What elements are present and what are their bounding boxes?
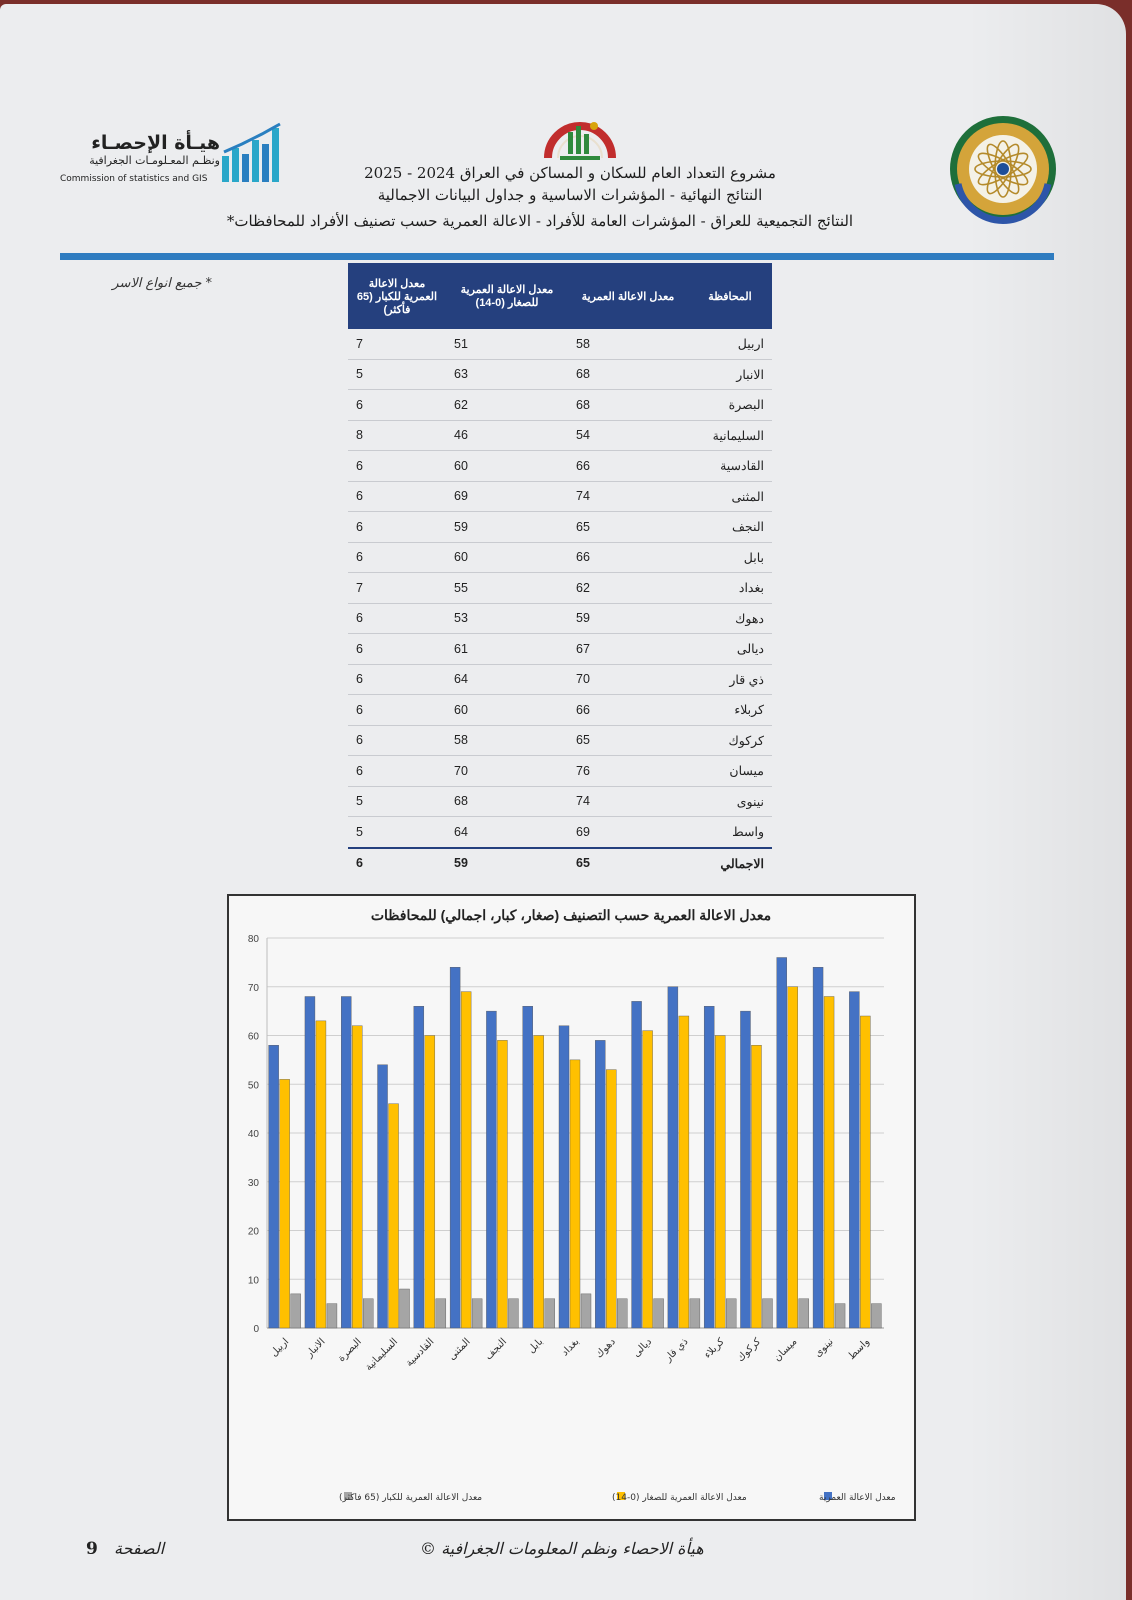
cell-young-ratio: 59 — [446, 848, 568, 879]
bar-old — [508, 1299, 518, 1328]
cell-young-ratio: 68 — [446, 786, 568, 817]
x-tick-label: ميسان — [772, 1336, 800, 1364]
header-subtitle: النتائج النهائية - المؤشرات الاساسية و جداول البيانات الاجمالية — [377, 186, 763, 204]
y-tick-label: 10 — [247, 1275, 259, 1287]
cell-young-ratio: 64 — [446, 664, 568, 695]
y-tick-label: 80 — [247, 934, 259, 945]
x-tick-label: نينوى — [812, 1336, 836, 1360]
bar-total — [305, 997, 315, 1329]
bar-total — [486, 1011, 496, 1328]
cell-total-ratio: 54 — [568, 420, 688, 451]
table-row — [348, 390, 772, 421]
bar-old — [726, 1299, 736, 1328]
commission-subtitle-ar: ونظـم المعـلومـات الجغرافية — [89, 154, 220, 167]
cell-young-ratio: 60 — [446, 451, 568, 482]
footer-page-number: 9 — [86, 1539, 98, 1559]
cell-old-ratio: 6 — [348, 725, 446, 756]
cell-young-ratio: 53 — [446, 603, 568, 634]
cell-young-ratio: 55 — [446, 573, 568, 604]
cell-old-ratio: 5 — [348, 786, 446, 817]
cell-young-ratio: 69 — [446, 481, 568, 512]
table-row — [348, 664, 772, 695]
cell-old-ratio: 6 — [348, 481, 446, 512]
y-tick-label: 0 — [253, 1324, 259, 1335]
y-tick-label: 50 — [247, 1080, 259, 1092]
cell-young-ratio: 59 — [446, 512, 568, 543]
y-tick-label: 20 — [247, 1226, 259, 1238]
cell-old-ratio: 7 — [348, 329, 446, 359]
cell-governorate: كربلاء — [688, 695, 772, 726]
bar-young — [860, 1016, 870, 1328]
table-row — [348, 573, 772, 604]
cell-old-ratio: 6 — [348, 512, 446, 543]
cell-old-ratio: 6 — [348, 848, 446, 879]
cell-old-ratio: 5 — [348, 817, 446, 848]
cell-governorate: واسط — [688, 817, 772, 848]
bar-old — [436, 1299, 446, 1328]
y-tick-label: 70 — [247, 982, 259, 994]
bar-old — [291, 1294, 301, 1328]
cell-total-ratio: 58 — [568, 329, 688, 359]
cell-total-ratio: 59 — [568, 603, 688, 634]
cell-governorate: بابل — [688, 542, 772, 573]
cell-total-ratio: 74 — [568, 481, 688, 512]
bar-total — [704, 1006, 714, 1328]
x-tick-label: ديالى — [631, 1336, 655, 1360]
cell-governorate: البصرة — [688, 390, 772, 421]
footer-copyright: هيأة الاحصاء ونظم المعلومات الجغرافية © — [420, 1539, 704, 1558]
cell-total-ratio: 62 — [568, 573, 688, 604]
bar-young — [280, 1079, 290, 1328]
cell-old-ratio: 6 — [348, 695, 446, 726]
cell-old-ratio: 6 — [348, 756, 446, 787]
ministry-seal-icon — [948, 114, 1058, 224]
header-section-title: النتائج التجميعية للعراق - المؤشرات العامة للأفراد - الاعالة العمرية حسب تصنيف الأفراد للمحافظات* — [226, 212, 854, 230]
commission-name-en: Commission of statistics and GIS — [60, 174, 208, 184]
x-tick-label: القادسية — [403, 1336, 437, 1369]
legend-label: معدل الاعالة العمرية للكبار (65 فاكثر) — [339, 1493, 483, 1503]
y-tick-label: 60 — [247, 1031, 259, 1043]
table-row — [348, 756, 772, 787]
cell-total-ratio: 69 — [568, 817, 688, 848]
cell-old-ratio: 6 — [348, 664, 446, 695]
cell-young-ratio: 64 — [446, 817, 568, 848]
commission-logo — [60, 122, 300, 192]
bar-total — [740, 1011, 750, 1328]
cell-total-ratio: 65 — [568, 848, 688, 879]
bar-total — [813, 967, 823, 1328]
bar-old — [654, 1299, 664, 1328]
cell-old-ratio: 6 — [348, 603, 446, 634]
x-tick-label: كركوك — [735, 1336, 764, 1365]
x-tick-label: ذي قار — [662, 1336, 691, 1365]
bar-old — [363, 1299, 373, 1328]
cell-old-ratio: 7 — [348, 573, 446, 604]
bar-young — [497, 1040, 507, 1328]
bar-young — [425, 1036, 435, 1329]
table-row — [348, 817, 772, 848]
cell-governorate: ذي قار — [688, 664, 772, 695]
bar-total — [559, 1026, 569, 1328]
cell-total-ratio: 70 — [568, 664, 688, 695]
table-row — [348, 725, 772, 756]
cell-governorate: الانبار — [688, 359, 772, 390]
bar-old — [545, 1299, 555, 1328]
bar-total — [450, 967, 460, 1328]
cell-total-ratio: 76 — [568, 756, 688, 787]
bar-total — [632, 1001, 642, 1328]
cell-old-ratio: 5 — [348, 359, 446, 390]
cell-young-ratio: 70 — [446, 756, 568, 787]
x-tick-label: واسط — [846, 1336, 872, 1363]
bar-young — [316, 1021, 326, 1328]
bar-old — [690, 1299, 700, 1328]
cell-governorate: ديالى — [688, 634, 772, 665]
dependency-chart — [229, 896, 914, 1519]
y-tick-label: 30 — [247, 1177, 259, 1189]
bar-total — [378, 1065, 388, 1328]
census-logo-icon — [538, 104, 622, 162]
table-row — [348, 542, 772, 573]
table-header-row — [348, 263, 772, 329]
cell-governorate: الاجمالي — [688, 848, 772, 879]
cell-total-ratio: 66 — [568, 451, 688, 482]
header-title: مشروع التعداد العام للسكان و المساكن في العراق 2024 - 2025 — [364, 164, 776, 182]
document-page — [0, 4, 1126, 1600]
cell-total-ratio: 66 — [568, 542, 688, 573]
table-row — [348, 695, 772, 726]
cell-total-ratio: 74 — [568, 786, 688, 817]
chart-title: معدل الاعالة العمرية حسب التصنيف (صغار، كبار، اجمالي) للمحافظات — [370, 907, 772, 923]
legend-label: معدل الاعالة العمرية — [819, 1493, 896, 1503]
bar-total — [341, 997, 351, 1329]
cell-governorate: المثنى — [688, 481, 772, 512]
chart-container — [227, 894, 916, 1521]
cell-young-ratio: 60 — [446, 542, 568, 573]
cell-young-ratio: 51 — [446, 329, 568, 359]
bar-old — [871, 1304, 881, 1328]
header-total-ratio: معدل الاعالة العمرية — [568, 263, 688, 329]
cell-total-ratio: 68 — [568, 390, 688, 421]
bar-old — [400, 1289, 410, 1328]
bar-total — [849, 992, 859, 1328]
bar-young — [534, 1036, 544, 1329]
table-body — [348, 329, 772, 878]
cell-young-ratio: 62 — [446, 390, 568, 421]
header-old-ratio: معدل الاعالة العمرية للكبار (65 فأكثر) — [348, 263, 446, 329]
x-tick-label: بغداد — [559, 1336, 582, 1359]
bar-young — [824, 997, 834, 1329]
table-row — [348, 512, 772, 543]
cell-young-ratio: 61 — [446, 634, 568, 665]
bar-total — [523, 1006, 533, 1328]
table-row — [348, 420, 772, 451]
cell-governorate: كركوك — [688, 725, 772, 756]
bar-young — [606, 1070, 616, 1328]
table-row — [348, 786, 772, 817]
header-rule — [60, 253, 1054, 260]
cell-young-ratio: 60 — [446, 695, 568, 726]
cell-governorate: النجف — [688, 512, 772, 543]
commission-bars-icon — [222, 122, 292, 184]
dependency-table — [348, 263, 772, 878]
cell-old-ratio: 6 — [348, 390, 446, 421]
cell-total-ratio: 65 — [568, 725, 688, 756]
footer-page-label: الصفحة — [114, 1539, 165, 1558]
legend-label: معدل الاعالة العمرية للصغار (0-14) — [612, 1493, 747, 1503]
x-tick-label: الانبار — [304, 1336, 328, 1360]
cell-governorate: بغداد — [688, 573, 772, 604]
bar-total — [269, 1045, 279, 1328]
cell-old-ratio: 6 — [348, 451, 446, 482]
bar-old — [799, 1299, 809, 1328]
table-row — [348, 481, 772, 512]
table-row — [348, 634, 772, 665]
table-row — [348, 603, 772, 634]
cell-governorate: ميسان — [688, 756, 772, 787]
bar-old — [762, 1299, 772, 1328]
x-tick-label: البصرة — [336, 1336, 364, 1365]
cell-governorate: السليمانية — [688, 420, 772, 451]
cell-governorate: دهوك — [688, 603, 772, 634]
table-total-row — [348, 848, 772, 879]
table-row — [348, 451, 772, 482]
x-tick-label: بابل — [526, 1336, 546, 1356]
cell-governorate: نينوى — [688, 786, 772, 817]
header-young-ratio: معدل الاعالة العمرية للصغار (0-14) — [446, 263, 568, 329]
x-tick-label: السليمانية — [363, 1336, 401, 1374]
bar-young — [461, 992, 471, 1328]
commission-name-ar: هيـأة الإحصـاء — [91, 132, 220, 154]
bar-total — [668, 987, 678, 1328]
cell-young-ratio: 63 — [446, 359, 568, 390]
cell-total-ratio: 65 — [568, 512, 688, 543]
bar-young — [352, 1026, 362, 1328]
bar-young — [643, 1031, 653, 1328]
x-tick-label: اربيل — [268, 1336, 292, 1359]
cell-young-ratio: 46 — [446, 420, 568, 451]
header-governorate: المحافظة — [688, 263, 772, 329]
cell-old-ratio: 6 — [348, 542, 446, 573]
bar-young — [751, 1045, 761, 1328]
bar-young — [389, 1104, 399, 1328]
bar-old — [835, 1304, 845, 1328]
bar-young — [570, 1060, 580, 1328]
bar-old — [581, 1294, 591, 1328]
cell-total-ratio: 67 — [568, 634, 688, 665]
cell-governorate: اربيل — [688, 329, 772, 359]
cell-total-ratio: 66 — [568, 695, 688, 726]
cell-total-ratio: 68 — [568, 359, 688, 390]
cell-governorate: القادسية — [688, 451, 772, 482]
table-row — [348, 329, 772, 359]
bar-old — [327, 1304, 337, 1328]
bar-total — [595, 1040, 605, 1328]
x-tick-label: المثنى — [446, 1336, 473, 1363]
x-tick-label: دهوك — [593, 1336, 618, 1361]
footnote: * جميع انواع الاسر — [112, 276, 212, 291]
x-tick-label: كربلاء — [702, 1336, 727, 1361]
bar-total — [414, 1006, 424, 1328]
y-tick-label: 40 — [247, 1129, 259, 1140]
page-shadow — [966, 4, 1126, 1600]
table-row — [348, 359, 772, 390]
bar-young — [788, 987, 798, 1328]
bar-young — [715, 1036, 725, 1329]
bar-old — [472, 1299, 482, 1328]
cell-old-ratio: 8 — [348, 420, 446, 451]
cell-old-ratio: 6 — [348, 634, 446, 665]
bar-old — [617, 1299, 627, 1328]
bar-young — [679, 1016, 689, 1328]
x-tick-label: النجف — [483, 1336, 510, 1363]
cell-young-ratio: 58 — [446, 725, 568, 756]
bar-total — [777, 958, 787, 1329]
